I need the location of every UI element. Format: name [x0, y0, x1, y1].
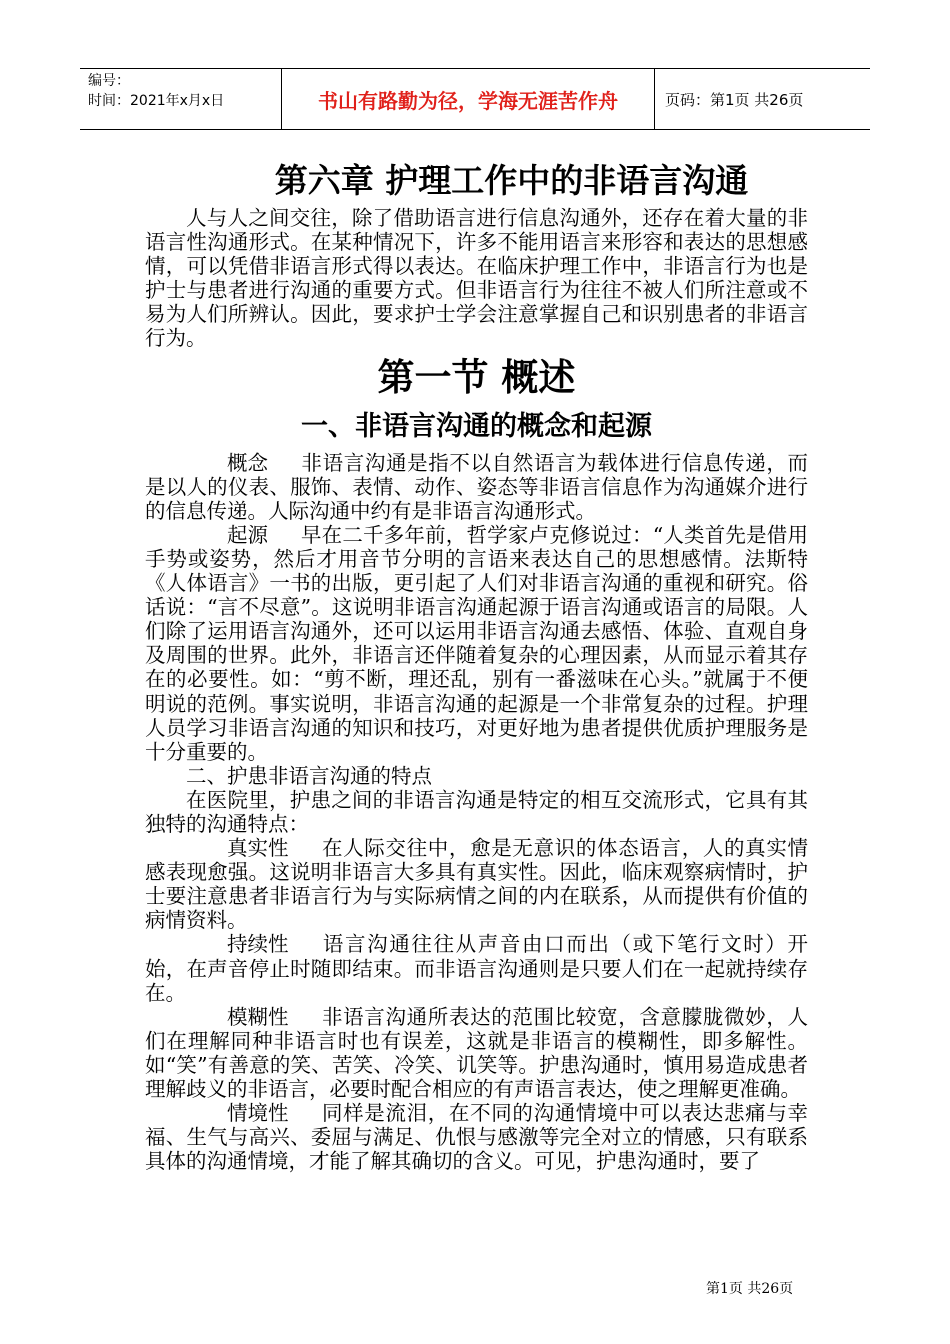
header-code-label: 编号： [88, 73, 130, 89]
trait-term: 模糊性 [227, 1004, 289, 1029]
origin-paragraph [145, 523, 808, 764]
trait-term: 情境性 [227, 1101, 289, 1126]
trait-paragraph [145, 1101, 808, 1173]
origin-text: 早在二千多年前，哲学家卢克修说过：“人类首先是借用手势或姿势，然后才用音节分明的言语来表达自己的思想感情。法斯特《人体语言》一书的出版，更引起了人们对非语言沟通的重视和研究。俗话说：“言不尽意”。这说明非语言沟通起源于语言沟通或语言的局限。人们除了运用语言沟通外，还可以运用非语言沟通去感悟、体验、直观自身及周围的世界。此外，非语言还伴随着复杂的心理因素，从而显示着其存在的必要性。如：“剪不断，理还乱，别有一番滋味在心头。”就属于不便明说的范例。事实说明，非语言沟通的起源是一个非常复杂的过程。护理人员学习非语言沟通的知识和技巧，对更好地为患者提供优质护理服务是十分重要的。 [145, 522, 808, 764]
header-time-label: 时间：2021年x月x日 [88, 93, 225, 109]
header-meta [80, 69, 282, 129]
intro-paragraph: 人与人之间交往，除了借助语言进行信息沟通外，还存在着大量的非语言性沟通形式。在某种情况下，许多不能用语言来形容和表达的思想感情，可以凭借非语言形式得以表达。在临床护理工作中，非语言行为也是护士与患者进行沟通的重要方式。但非语言行为往往不被人们所注意或不易为人们所辨认。因此，要求护士学会注意掌握自己和识别患者的非语言行为。 [145, 206, 808, 351]
trait-paragraph [145, 836, 808, 932]
subsection-title: 一、非语言沟通的概念和起源 [301, 410, 652, 442]
concept-paragraph [145, 451, 808, 523]
trait-paragraph [145, 1005, 808, 1101]
document-body [145, 158, 808, 1173]
concept-text: 非语言沟通是指不以自然语言为载体进行信息传递，而是以人的仪表、服饰、表情、动作、姿态等非语言信息作为沟通媒介进行的信息传递。人际沟通中约有是非语言沟通形式。 [145, 450, 808, 523]
trait-paragraph [145, 932, 808, 1004]
concept-term: 概念 [227, 450, 268, 475]
page-footer: 第1页 共26页 [706, 1281, 794, 1297]
trait-text: 非语言沟通所表达的范围比较宽，含意朦胧微妙，人们在理解同种非语言时也有误差，这就是非语言的模糊性，即多解性。如“笑”有善意的笑、苦笑、冷笑、讥笑等。护患沟通时，慎用易造成患者理解歧义的非语言，必要时配合相应的有声语言表达，使之理解更准确。 [145, 1004, 808, 1101]
trait-term: 真实性 [227, 836, 289, 861]
trait-text: 在人际交往中，愈是无意识的体态语言，人的真实情感表现愈强。这说明非语言大多具有真实性。因此，临床观察病情时，护士要注意患者非语言行为与实际病情之间的内在联系，从而提供有价值的病情资料。 [145, 836, 808, 933]
header-motto: 书山有路勤为径，学海无涯苦作舟 [282, 69, 655, 129]
chapter-title: 第六章 护理工作中的非语言沟通 [274, 161, 749, 200]
page-header [80, 68, 870, 130]
trait-term: 持续性 [227, 932, 289, 957]
trait-text: 同样是流泪，在不同的沟通情境中可以表达悲痛与幸福、生气与高兴、委屈与满足、仇恨与感激等完全对立的情感，只有联系具体的沟通情境，才能了解其确切的含义。可见，护患沟通时，要了 [145, 1101, 808, 1174]
traits-intro: 在医院里，护患之间的非语言沟通是特定的相互交流形式，它具有其独特的沟通特点： [145, 787, 808, 836]
header-page-info: 页码：第1页 共26页 [665, 90, 804, 109]
trait-text: 语言沟通往往从声音由口而出（或下笔行文时）开始，在声音停止时随即结束。而非语言沟通则是只要人们在一起就持续存在。 [145, 932, 808, 1005]
heading-traits: 二、护患非语言沟通的特点 [186, 763, 432, 788]
section-title: 第一节 概述 [377, 355, 576, 399]
origin-term: 起源 [227, 522, 268, 547]
